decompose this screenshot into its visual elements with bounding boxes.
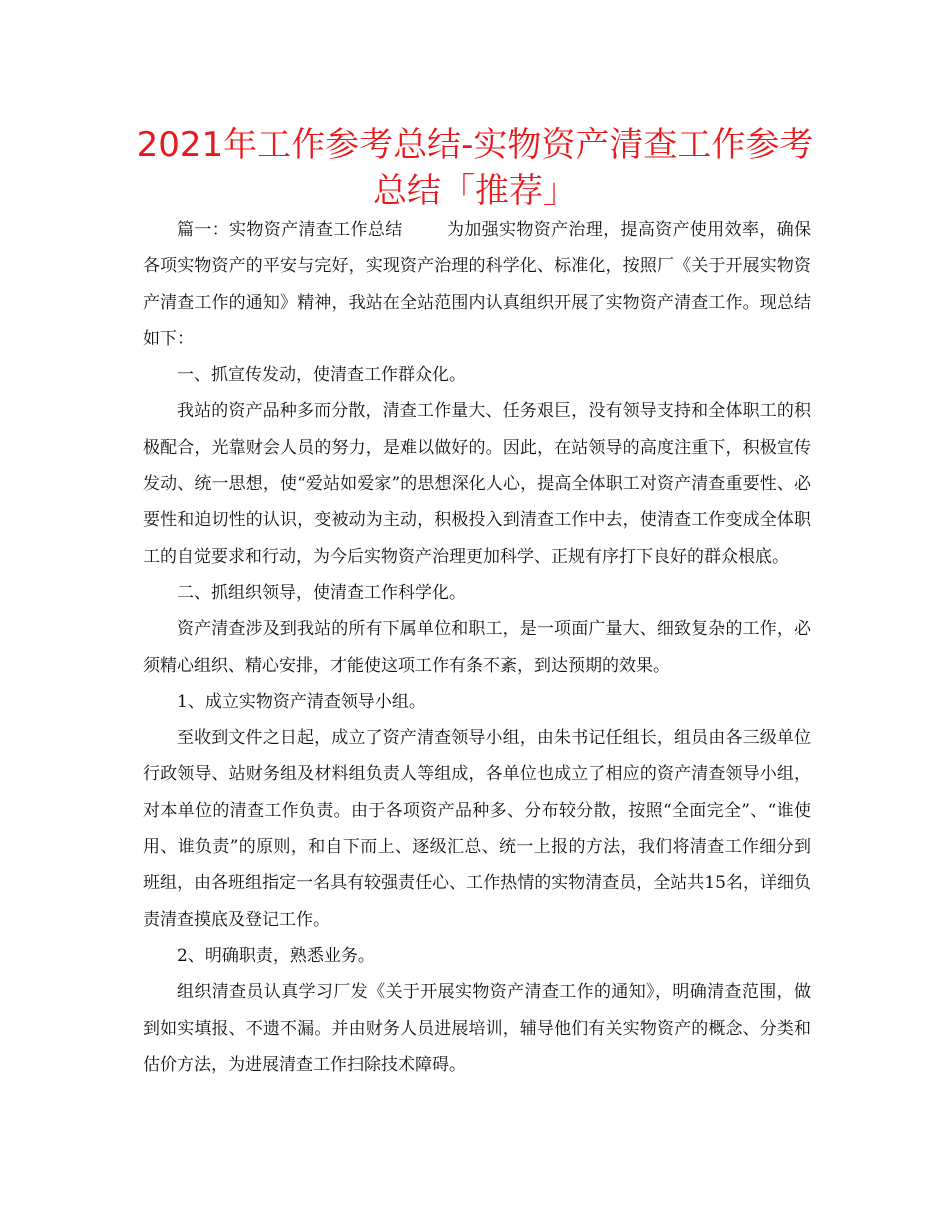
section-heading-2: 二、抓组织领导，使清查工作科学化。 [177, 582, 466, 603]
intro-label: 篇一：实物资产清查工作总结 [177, 220, 403, 240]
document-title: 2021年工作参考总结-实物资产清查工作参考总结「推荐」 [136, 125, 814, 211]
intro-text: 为加强实物资产治理，提高资产使用效率，确保各项实物资产的平安与完好，实现资产治理的科学化、标准化，按照厂《关于开展实物资产清查工作的通知》精神，我站在全站范围内认真组织开展了实物资产清查工作。现总结如下： [143, 220, 812, 349]
paragraph: 组织清查员认真学习厂发《关于开展实物资产清查工作的通知》，明确清查范围，做到如实填报、不遗不漏。并由财务人员进展培训，辅导他们有关实物资产的概念、分类和估价方法，为进展清查工作扫除技术障碍。 [143, 982, 811, 1075]
section-heading-1: 一、抓宣传发动，使清查工作群众化。 [177, 365, 466, 386]
intro-paragraph [143, 212, 811, 357]
paragraph: 资产清查涉及到我站的所有下属单位和职工，是一项面广量大、细致复杂的工作，必须精心组织、精心安排，才能使这项工作有条不紊，到达预期的效果。 [143, 619, 811, 676]
subsection-heading-1: 1、成立实物资产清查领导小组。 [177, 691, 426, 712]
subsection-heading-2: 2、明确职责，熟悉业务。 [177, 945, 375, 966]
paragraph: 至收到文件之日起，成立了资产清查领导小组，由朱书记任组长，组员由各三级单位行政领导、站财务组及材料组负责人等组成，各单位也成立了相应的资产清查领导小组，对本单位的清查工作负责。由于各项资产品种多、分布较分散，按照“全面完全”、“谁使用、谁负责”的原则，和自下而上、逐级汇总、统一上报的方法，我们将清查工作细分到班组，由各班组指定一名具有较强责任心、工作热情的实物清查员，全站共15名，详细负责清查摸底及登记工作。 [143, 728, 811, 930]
paragraph: 我站的资产品种多而分散，清查工作量大、任务艰巨，没有领导支持和全体职工的积极配合，光靠财会人员的努力，是难以做好的。因此，在站领导的高度注重下，积极宣传发动、统一思想，使“爱站如爱家”的思想深化人心，提高全体职工对资产清查重要性、必要性和迫切性的认识，变被动为主动，积极投入到清查工作中去，使清查工作变成全体职工的自觉要求和行动，为今后实物资产治理更加科学、正规有序打下良好的群众根底。 [143, 401, 811, 567]
document-body [143, 212, 811, 1083]
